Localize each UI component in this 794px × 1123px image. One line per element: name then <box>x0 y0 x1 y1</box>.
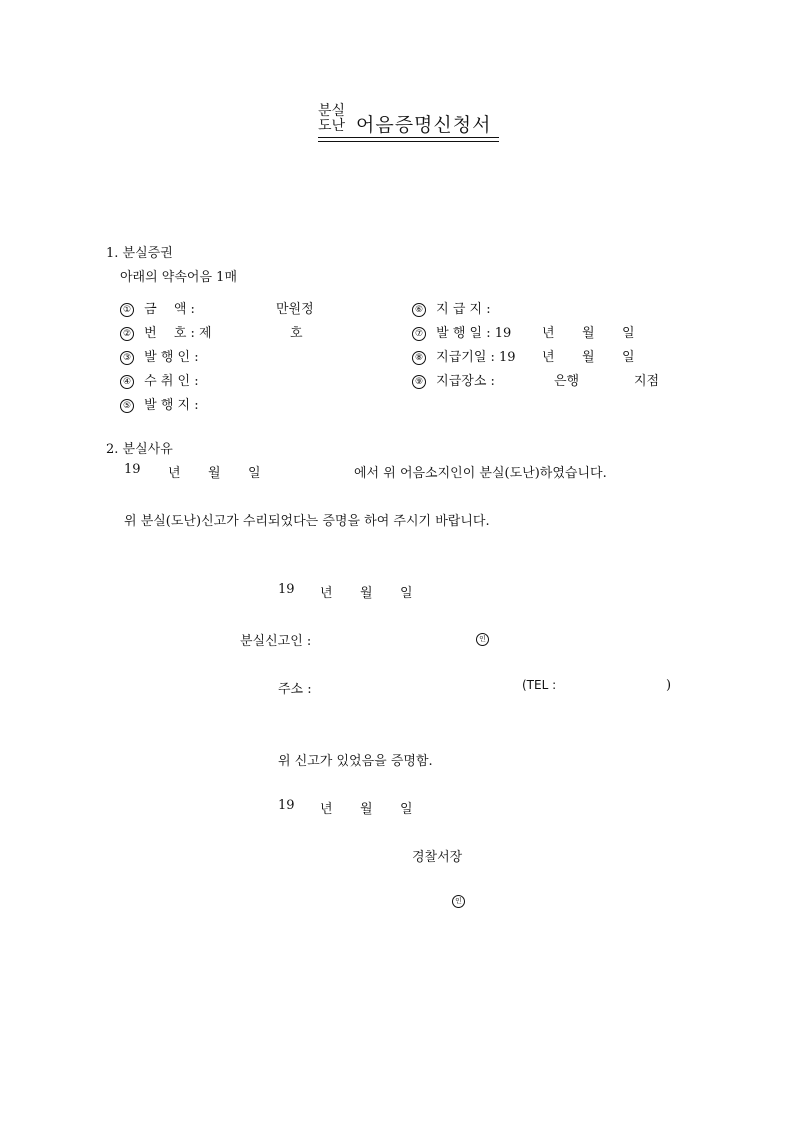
title-prefix-bottom: 도난 <box>318 118 346 134</box>
issuer-name: 경찰서장 <box>412 850 463 865</box>
certification-date-month-unit: 월 <box>360 802 373 817</box>
circled-number-3: ③ <box>120 351 134 365</box>
field-payee <box>120 370 199 389</box>
request-text: 위 분실(도난)신고가 수리되었다는 증명을 하여 주시기 바랍니다. <box>124 514 490 529</box>
section1-heading: 1. 분실증권 <box>106 246 173 261</box>
circled-number-6: ⑥ <box>412 303 426 317</box>
field-issue-date-day: 일 <box>622 326 635 341</box>
field-bank: 은행 <box>554 374 580 389</box>
field-due-date-year: 년 <box>542 350 555 365</box>
section1-subtitle: 아래의 약속어음 1매 <box>120 270 237 285</box>
applicant-date-month-unit: 월 <box>360 586 373 601</box>
applicant-date-day-unit: 일 <box>400 586 413 601</box>
reason-day-unit: 일 <box>248 466 261 481</box>
field-branch: 지점 <box>634 374 660 389</box>
applicant-date-year: 19 <box>278 582 295 597</box>
certification-date-year: 19 <box>278 798 295 813</box>
tel-close: ) <box>666 678 672 693</box>
field-payee-label: 수 취 인 : <box>144 374 199 389</box>
applicant-date-year-unit: 년 <box>320 586 333 601</box>
certification-text: 위 신고가 있었음을 증명함. <box>278 754 433 769</box>
address-label: 주소 : <box>278 682 312 697</box>
field-place-of-issue <box>120 394 199 413</box>
title-double-underline <box>318 137 499 142</box>
document-title <box>318 104 500 140</box>
field-due-date-day: 일 <box>622 350 635 365</box>
seal-icon: 인 <box>476 633 489 646</box>
reason-text: 에서 위 어음소지인이 분실(도난)하였습니다. <box>354 466 607 481</box>
reporter-label: 분실신고인 : <box>240 634 312 649</box>
circled-number-9: ⑨ <box>412 375 426 389</box>
field-issue-date-month: 월 <box>582 326 595 341</box>
field-number-unit: 호 <box>290 326 303 341</box>
field-payment-place <box>412 298 491 317</box>
certification-date-year-unit: 년 <box>320 802 333 817</box>
circled-number-7: ⑦ <box>412 327 426 341</box>
field-issuer-label: 발 행 인 : <box>144 350 199 365</box>
field-issue-date <box>412 322 511 341</box>
field-issue-date-year: 년 <box>542 326 555 341</box>
circled-number-8: ⑧ <box>412 351 426 365</box>
section2-heading: 2. 분실사유 <box>106 442 173 457</box>
field-due-date <box>412 346 516 365</box>
circled-number-4: ④ <box>120 375 134 389</box>
field-place-of-issue-label: 발 행 지 : <box>144 398 199 413</box>
field-due-date-label: 지급기일 : 19 <box>436 350 516 365</box>
field-issuer <box>120 346 199 365</box>
field-payment-location-label: 지급장소 : <box>436 374 495 389</box>
reason-year-unit: 년 <box>168 466 181 481</box>
reason-month-unit: 월 <box>208 466 221 481</box>
field-issue-date-label: 발 행 일 : 19 <box>436 326 512 341</box>
tel-label: (TEL : <box>522 678 557 692</box>
circled-number-1: ① <box>120 303 134 317</box>
field-due-date-month: 월 <box>582 350 595 365</box>
field-number <box>120 322 212 341</box>
circled-number-5: ⑤ <box>120 399 134 413</box>
field-amount <box>120 298 195 317</box>
title-prefix-top: 분실 <box>318 103 346 119</box>
certification-date-day-unit: 일 <box>400 802 413 817</box>
issuer-seal <box>452 892 465 908</box>
seal-icon: 인 <box>452 895 465 908</box>
field-amount-label: 금 액 : <box>144 302 195 317</box>
circled-number-2: ② <box>120 327 134 341</box>
field-number-label: 번 호 : 제 <box>144 326 212 341</box>
title-prefix <box>318 104 345 134</box>
reporter-seal <box>476 630 489 646</box>
field-payment-location <box>412 370 495 389</box>
field-payment-place-label: 지 급 지 : <box>436 302 491 317</box>
reason-year: 19 <box>124 462 141 477</box>
field-amount-unit: 만원정 <box>276 302 314 317</box>
title-main: 어음증명신청서 <box>356 114 492 136</box>
